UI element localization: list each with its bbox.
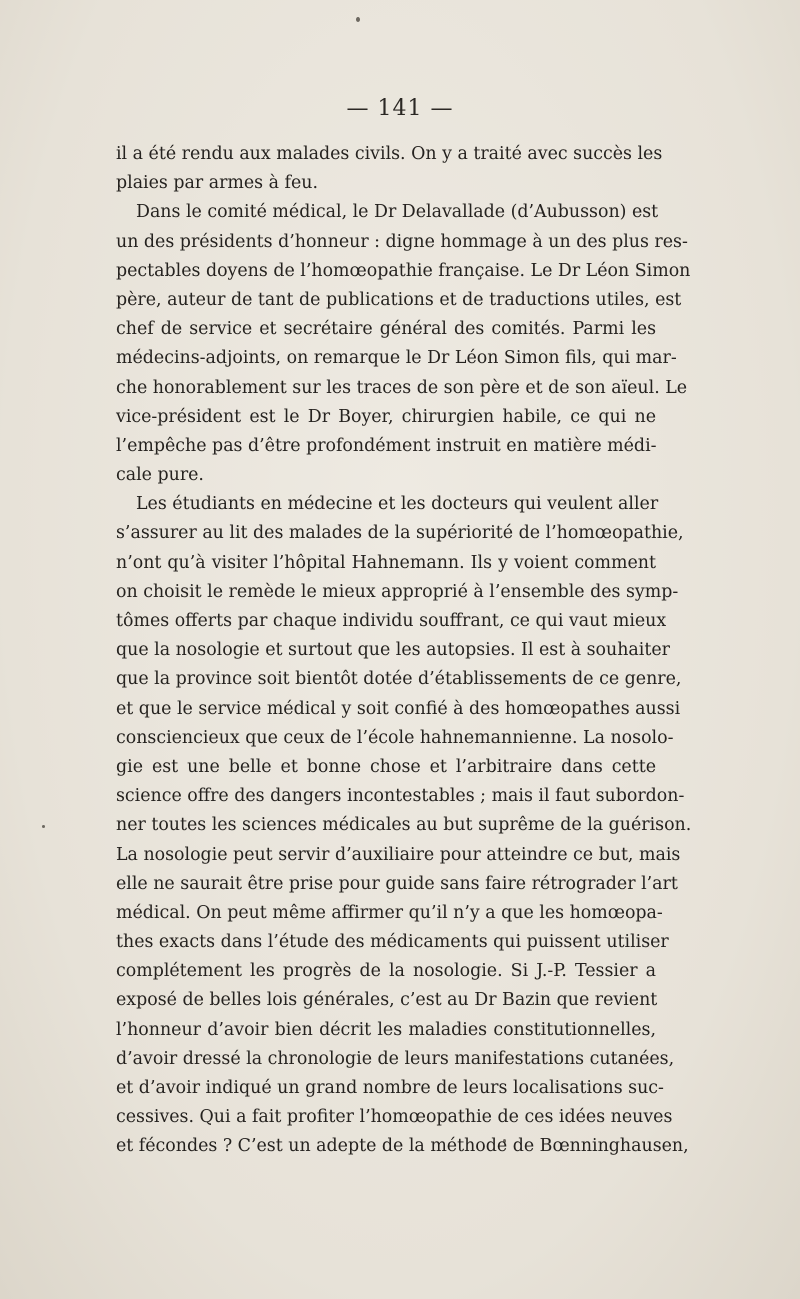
text-line: Dans le comité médical, le Dr Delavallade (d’Aubusson) est (136, 202, 659, 223)
text-line: père, auteur de tant de publications et de traductions utiles, est (116, 289, 682, 310)
text-line: ner toutes les sciences médicales au but suprême de la guérison. (116, 815, 692, 836)
text-line: et fécondes ? C’est un adepte de la méthode de Bœnninghausen, (116, 1136, 689, 1157)
text-line: l’honneur d’avoir bien décrit les maladies constitutionnelles, (116, 1019, 656, 1040)
text-line: que la nosologie et surtout que les autopsies. Il est à souhaiter (116, 640, 670, 661)
text-line: d’avoir dressé la chronologie de leurs manifestations cutanées, (116, 1048, 675, 1069)
text-line: n’ont qu’à visiter l’hôpital Hahnemann. Ils y voient comment (116, 552, 656, 573)
text-line: on choisit le remède le mieux approprié à l’ensemble des symp- (116, 581, 679, 602)
paper-speck (356, 17, 360, 22)
paper-speck (42, 825, 45, 828)
text-line: chef de service et secrétaire général des comités. Parmi les (116, 319, 656, 340)
text-line: Les étudiants en médecine et les docteurs qui veulent aller (136, 494, 659, 515)
text-line: thes exacts dans l’étude des médicaments qui puissent utiliser (116, 932, 669, 953)
text-line: plaies par armes à feu. (116, 173, 318, 194)
text-line: pectables doyens de l’homœopathie française. Le Dr Léon Simon (116, 260, 691, 281)
text-line: et d’avoir indiqué un grand nombre de leurs localisations suc- (116, 1078, 664, 1098)
text-line: che honorablement sur les traces de son père et de son aïeul. Le (116, 377, 688, 398)
text-line: un des présidents d’honneur : digne hommage à un des plus res- (116, 231, 688, 252)
body-text (116, 140, 692, 1162)
text-line: médecins-adjoints, on remarque le Dr Léon Simon fils, qui mar- (116, 348, 677, 369)
text-line: vice-président est le Dr Boyer, chirurgien habile, ce qui ne (116, 406, 656, 427)
text-line: que la province soit bientôt dotée d’établissements de ce genre, (116, 669, 682, 690)
text-line: s’assurer au lit des malades de la supériorité de l’homœopathie, (116, 523, 684, 544)
text-line: cessives. Qui a fait profiter l’homœopathie de ces idées neuves (116, 1107, 673, 1128)
text-line: tômes offerts par chaque individu souffrant, ce qui vaut mieux (116, 611, 667, 631)
text-line: et que le service médical y soit confié à des homœopathes aussi (116, 698, 681, 719)
text-line: médical. On peut même affirmer qu’il n’y a que les homœopa- (116, 902, 663, 923)
text-line: l’empêche pas d’être profondément instruit en matière médi- (116, 435, 657, 456)
text-line: science offre des dangers incontestables ; mais il faut subordon- (116, 786, 685, 807)
text-line: consciencieux que ceux de l’école hahnemannienne. La nosolo- (116, 727, 674, 748)
text-line: exposé de belles lois générales, c’est au Dr Bazin que revient (116, 990, 658, 1011)
page-number: — 141 — (346, 96, 454, 121)
text-line: gie est une belle et bonne chose et l’arbitraire dans cette (116, 756, 656, 777)
text-line: il a été rendu aux malades civils. On y a traité avec succès les (116, 144, 663, 164)
text-line: cale pure. (116, 465, 204, 486)
text-line: La nosologie peut servir d’auxiliaire pour atteindre ce but, mais (116, 844, 681, 865)
text-line: elle ne saurait être prise pour guide sans faire rétrograder l’art (116, 873, 678, 894)
text-line: complétement les progrès de la nosologie. Si J.-P. Tessier a (116, 961, 656, 982)
